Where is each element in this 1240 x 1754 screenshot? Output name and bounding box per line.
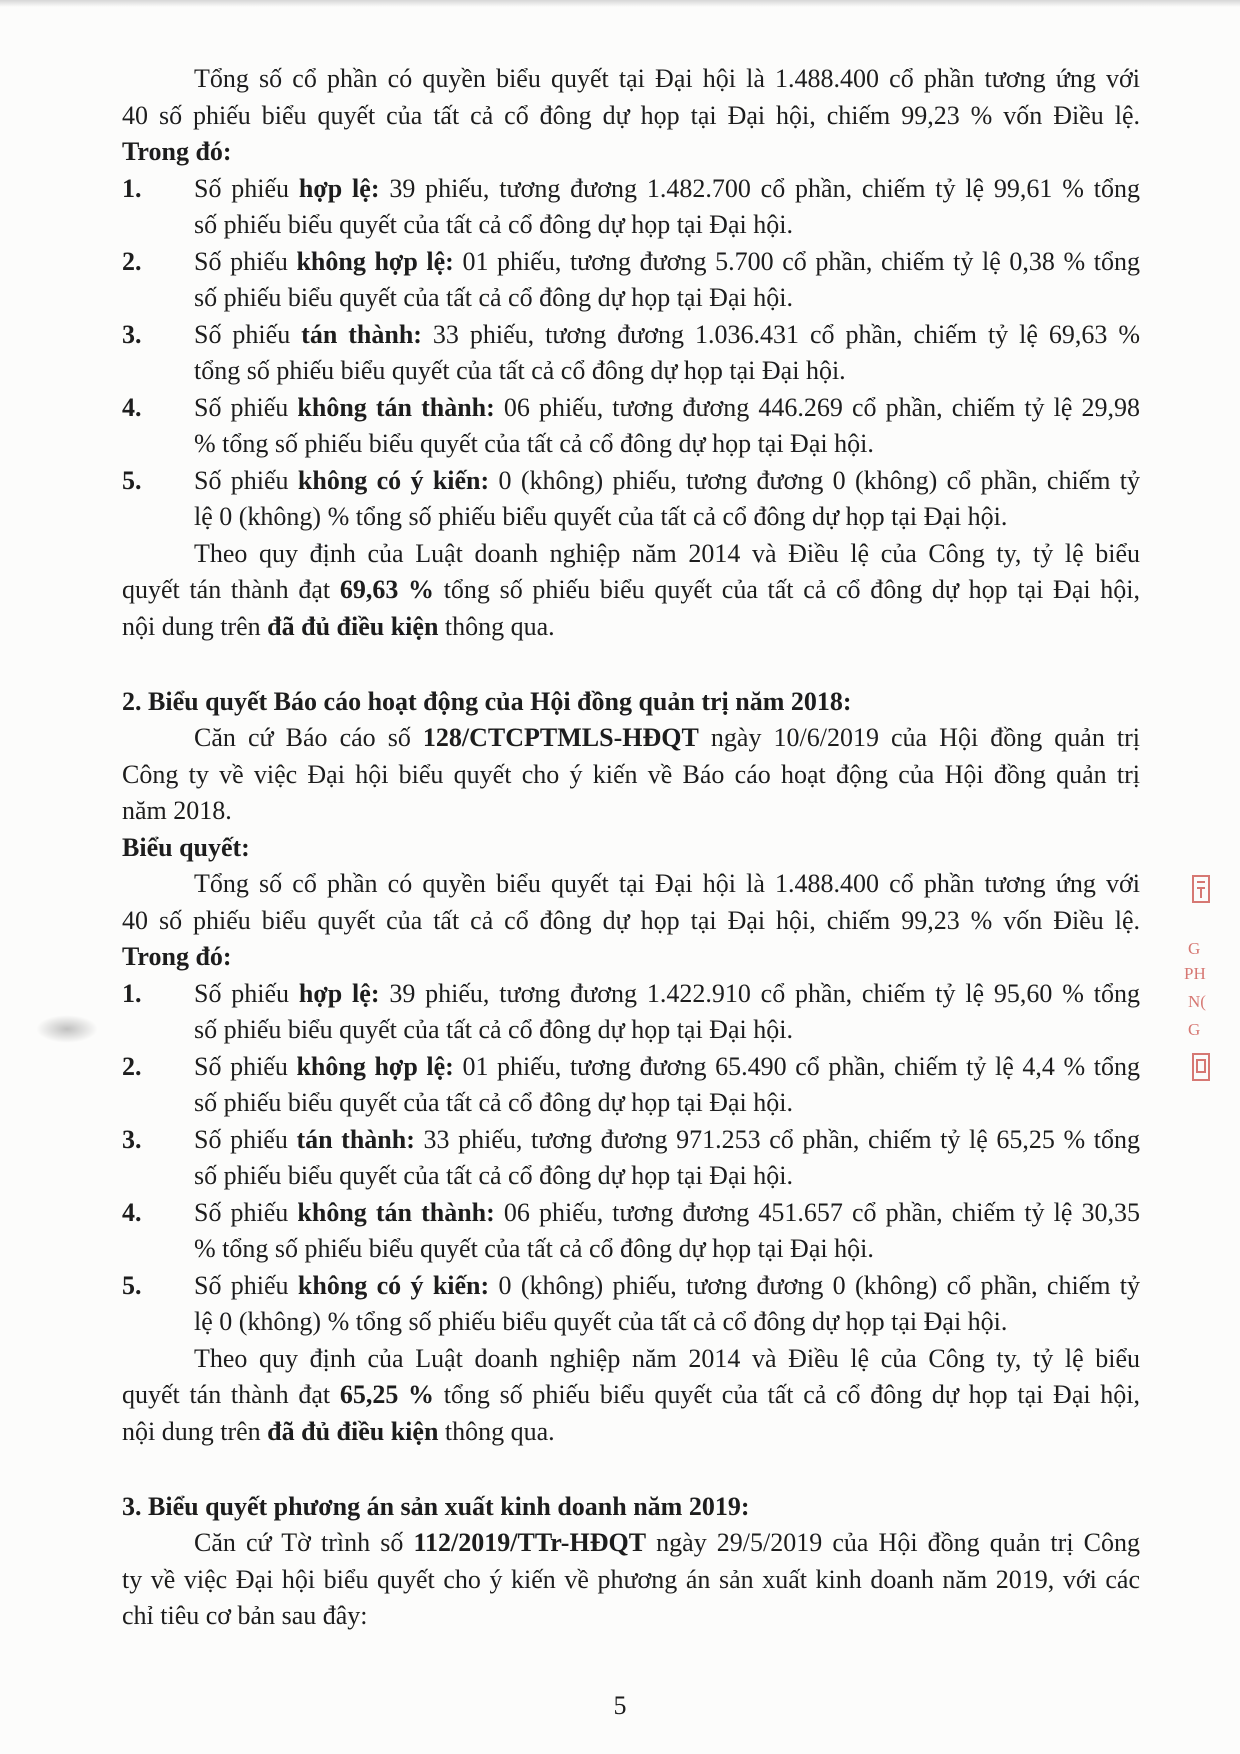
item-number: 3. <box>122 1124 142 1154</box>
item-category: không hợp lệ: <box>296 246 454 276</box>
vote-item <box>122 976 1140 1049</box>
item-line <box>194 463 1140 500</box>
paragraph-line: 40 số phiếu biểu quyết của tất cả cổ đông dự họp tại Đại hội, chiếm 99,23 % vốn Điều lệ. <box>122 905 1140 935</box>
paragraph-line <box>122 609 1140 646</box>
stamp-edge-mark-bottom <box>1190 1052 1212 1082</box>
text-segment: thông qua. <box>438 1416 555 1446</box>
paragraph-line <box>122 1525 1140 1562</box>
item-number: 5. <box>122 465 142 495</box>
item-label: Số phiếu <box>194 1051 297 1081</box>
vote-results-list <box>122 976 1140 1341</box>
stamp-letter: N( <box>1188 992 1206 1011</box>
section-heading: 3. Biểu quyết phương án sản xuất kinh doanh năm 2019: <box>122 1491 750 1521</box>
item-label: Số phiếu <box>194 173 299 203</box>
item-label: Số phiếu <box>194 246 297 276</box>
paragraph-line: Công ty về việc Đại hội biểu quyết cho ý kiến về Báo cáo hoạt động của Hội đồng quản trị <box>122 759 1140 789</box>
item-detail: 39 phiếu, tương đương 1.482.700 cổ phần, chiếm tỷ lệ 99,61 % tổng <box>379 173 1140 203</box>
vote-item <box>122 1049 1140 1122</box>
vote-item <box>122 390 1140 463</box>
item-line <box>194 317 1140 354</box>
stamp-letter: PH <box>1184 964 1206 983</box>
stamp-edge-mark-top <box>1190 874 1212 904</box>
text-segment: thông qua. <box>438 611 555 641</box>
document-reference: 128/CTCPTMLS-HĐQT <box>422 723 699 752</box>
item-number: 4. <box>122 392 142 422</box>
item-number: 2. <box>122 1051 142 1081</box>
vote-summary-paragraph <box>122 866 1140 939</box>
item-line: % tổng số phiếu biểu quyết của tất cả cổ đông dự họp tại Đại hội. <box>194 1234 874 1263</box>
item-line <box>194 976 1140 1013</box>
bieu-quyet-label: Biểu quyết: <box>122 832 250 862</box>
paragraph-line <box>122 1414 1140 1451</box>
text-segment: nội dung trên <box>122 1416 268 1446</box>
text-segment: nội dung trên <box>122 611 268 641</box>
item-line: % tổng số phiếu biểu quyết của tất cả cổ đông dự họp tại Đại hội. <box>194 429 874 458</box>
item-label: Số phiếu <box>194 319 302 349</box>
paragraph-line: Tổng số cổ phần có quyền biểu quyết tại Đại hội là 1.488.400 cổ phần tương ứng với <box>194 64 1140 93</box>
item-line: tổng số phiếu biểu quyết của tất cả cổ đông dự họp tại Đại hội. <box>194 356 846 385</box>
basis-paragraph <box>122 1525 1140 1635</box>
item-line: lệ 0 (không) % tổng số phiếu biểu quyết của tất cả cổ đông dự họp tại Đại hội. <box>194 502 1008 531</box>
paragraph-line <box>122 1377 1140 1414</box>
item-detail: 01 phiếu, tương đương 5.700 cổ phần, chiếm tỷ lệ 0,38 % tổng <box>453 246 1140 276</box>
paragraph-line: Tổng số cổ phần có quyền biểu quyết tại Đại hội là 1.488.400 cổ phần tương ứng với <box>194 869 1140 898</box>
item-label: Số phiếu <box>194 1197 298 1227</box>
conclusion-paragraph <box>122 536 1140 646</box>
item-line <box>194 1049 1140 1086</box>
text-segment: quyết tán thành đạt <box>122 575 340 604</box>
text-segment: ngày 29/5/2019 của Hội đồng quản trị Công <box>646 1528 1140 1557</box>
item-detail: 33 phiếu, tương đương 971.253 cổ phần, chiếm tỷ lệ 65,25 % tổng <box>414 1124 1140 1154</box>
paragraph-line: Theo quy định của Luật doanh nghiệp năm 2014 và Điều lệ của Công ty, tỷ lệ biểu <box>194 538 1140 568</box>
approval-status: đã đủ điều kiện <box>267 611 439 641</box>
paragraph-line: chỉ tiêu cơ bản sau đây: <box>122 1601 368 1630</box>
vote-item <box>122 1195 1140 1268</box>
conclusion-paragraph <box>122 1341 1140 1451</box>
item-number: 4. <box>122 1197 142 1227</box>
item-line: lệ 0 (không) % tổng số phiếu biểu quyết của tất cả cổ đông dự họp tại Đại hội. <box>194 1307 1008 1336</box>
item-line: số phiếu biểu quyết của tất cả cổ đông dự họp tại Đại hội. <box>194 1088 793 1117</box>
item-number: 1. <box>122 978 142 1008</box>
text-segment: Căn cứ Báo cáo số <box>194 723 423 752</box>
item-line <box>194 1268 1140 1305</box>
item-line: số phiếu biểu quyết của tất cả cổ đông dự họp tại Đại hội. <box>194 210 793 239</box>
item-label: Số phiếu <box>194 465 298 495</box>
item-line <box>194 171 1140 208</box>
approval-rate: 65,25 % <box>339 1380 435 1409</box>
vote-summary-paragraph <box>122 61 1140 134</box>
item-category: không tán thành: <box>297 1197 495 1227</box>
item-category: không có ý kiến: <box>297 1270 490 1300</box>
item-category: không hợp lệ: <box>296 1051 454 1081</box>
scan-smudge <box>36 1015 98 1043</box>
item-category: không tán thành: <box>297 392 495 422</box>
item-detail: 33 phiếu, tương đương 1.036.431 cổ phần, chiếm tỷ lệ 69,63 % <box>421 319 1141 349</box>
item-category: tán thành: <box>296 1124 415 1154</box>
vote-item <box>122 463 1140 536</box>
scan-top-shadow <box>0 0 1240 7</box>
text-segment: tổng số phiếu biểu quyết của tất cả cổ đông dự họp tại Đại hội, <box>434 1380 1141 1409</box>
paragraph-line: Theo quy định của Luật doanh nghiệp năm 2014 và Điều lệ của Công ty, tỷ lệ biểu <box>194 1343 1140 1373</box>
document-reference: 112/2019/TTr-HĐQT <box>413 1528 647 1557</box>
item-line: số phiếu biểu quyết của tất cả cổ đông dự họp tại Đại hội. <box>194 1015 793 1044</box>
vote-item <box>122 1122 1140 1195</box>
item-line <box>194 1195 1140 1232</box>
item-detail: 06 phiếu, tương đương 446.269 cổ phần, chiếm tỷ lệ 29,98 <box>494 392 1140 422</box>
vote-item <box>122 244 1140 317</box>
basis-paragraph <box>122 720 1140 830</box>
item-line <box>194 390 1140 427</box>
item-detail: 39 phiếu, tương đương 1.422.910 cổ phần, chiếm tỷ lệ 95,60 % tổng <box>379 978 1140 1008</box>
item-label: Số phiếu <box>194 1270 298 1300</box>
document-body <box>122 61 1140 1635</box>
section-heading: 2. Biểu quyết Báo cáo hoạt động của Hội đồng quản trị năm 2018: <box>122 686 852 716</box>
item-line <box>194 244 1140 281</box>
item-label: Số phiếu <box>194 978 299 1008</box>
item-detail: 06 phiếu, tương đương 451.657 cổ phần, chiếm tỷ lệ 30,35 <box>494 1197 1140 1227</box>
item-line: số phiếu biểu quyết của tất cả cổ đông dự họp tại Đại hội. <box>194 283 793 312</box>
stamp-letter: G <box>1188 1020 1201 1039</box>
item-number: 3. <box>122 319 142 349</box>
paragraph-line <box>122 720 1140 757</box>
red-stamp-fragment <box>1184 870 1218 1085</box>
text-segment: tổng số phiếu biểu quyết của tất cả cổ đông dự họp tại Đại hội, <box>434 575 1141 604</box>
item-line: số phiếu biểu quyết của tất cả cổ đông dự họp tại Đại hội. <box>194 1161 793 1190</box>
vote-item <box>122 1268 1140 1341</box>
item-category: hợp lệ: <box>298 978 380 1008</box>
item-number: 1. <box>122 173 142 203</box>
vote-results-list <box>122 171 1140 536</box>
item-number: 5. <box>122 1270 142 1300</box>
text-segment: Căn cứ Tờ trình số <box>194 1528 414 1557</box>
vote-item <box>122 317 1140 390</box>
text-segment: ngày 10/6/2019 của Hội đồng quản trị <box>698 723 1141 752</box>
item-label: Số phiếu <box>194 392 298 422</box>
trong-do-label: Trong đó: <box>122 942 232 971</box>
paragraph-line: 40 số phiếu biểu quyết của tất cả cổ đông dự họp tại Đại hội, chiếm 99,23 % vốn Điều lệ. <box>122 100 1140 130</box>
item-category: tán thành: <box>301 319 422 349</box>
item-category: hợp lệ: <box>298 173 380 203</box>
item-category: không có ý kiến: <box>297 465 490 495</box>
paragraph-line: ty về việc Đại hội biểu quyết cho ý kiến về phương án sản xuất kinh doanh năm 2019, với các <box>122 1564 1140 1594</box>
trong-do-label: Trong đó: <box>122 137 232 166</box>
stamp-letter: G <box>1188 939 1201 958</box>
paragraph-line <box>122 572 1140 609</box>
item-label: Số phiếu <box>194 1124 297 1154</box>
item-detail: 0 (không) phiếu, tương đương 0 (không) cổ phần, chiếm tỷ <box>489 465 1141 495</box>
approval-status: đã đủ điều kiện <box>267 1416 439 1446</box>
item-number: 2. <box>122 246 142 276</box>
vote-item <box>122 171 1140 244</box>
item-detail: 01 phiếu, tương đương 65.490 cổ phần, chiếm tỷ lệ 4,4 % tổng <box>453 1051 1140 1081</box>
item-detail: 0 (không) phiếu, tương đương 0 (không) cổ phần, chiếm tỷ <box>489 1270 1141 1300</box>
text-segment: quyết tán thành đạt <box>122 1380 340 1409</box>
approval-rate: 69,63 % <box>339 575 435 604</box>
paragraph-line: năm 2018. <box>122 796 232 825</box>
item-line <box>194 1122 1140 1159</box>
page-number: 5 <box>613 1691 627 1720</box>
